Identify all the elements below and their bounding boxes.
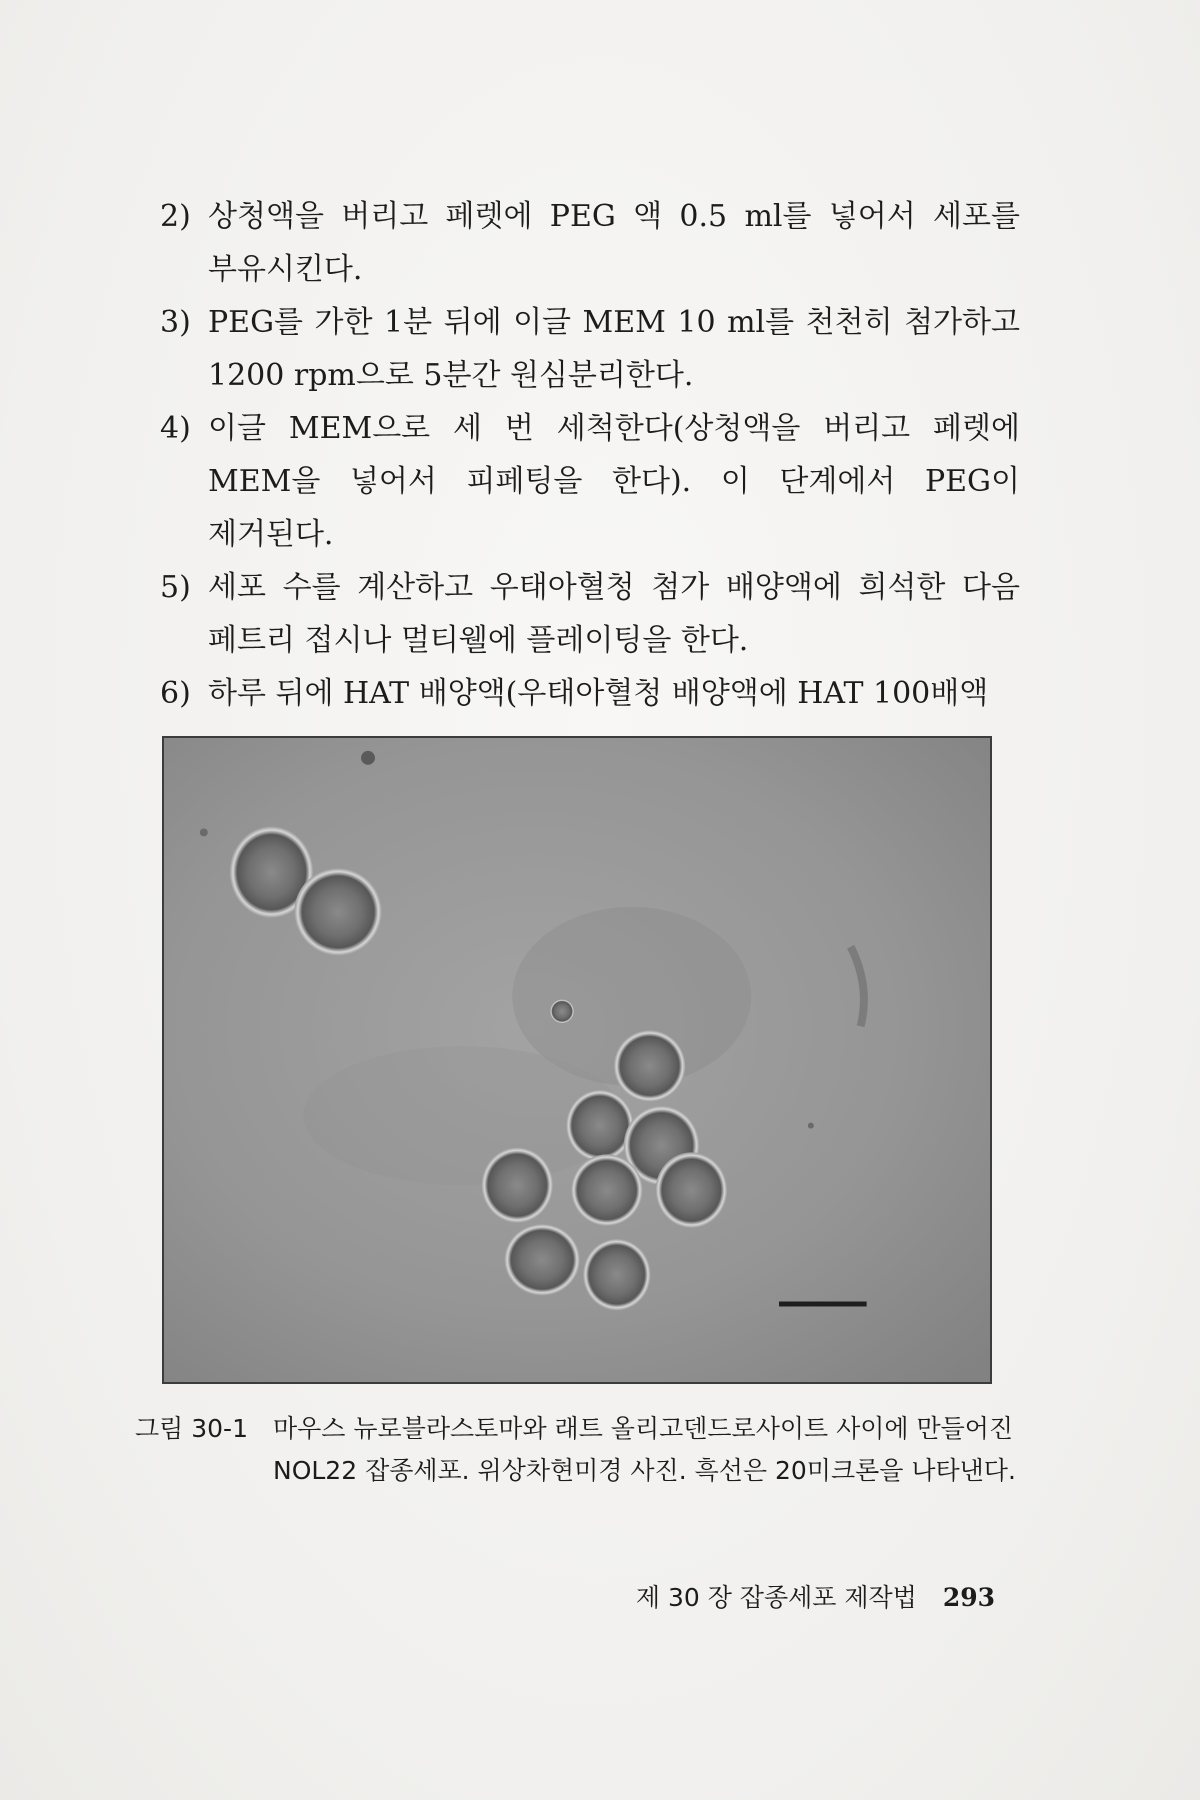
step-text: 세포 수를 계산하고 우태아혈청 첨가 배양액에 희석한 다음 페트리 접시나 멀티웰에 플레이팅을 한다.	[208, 570, 1020, 658]
step-number: 3)	[160, 305, 191, 340]
step-number: 6)	[160, 676, 191, 711]
step-number: 2)	[160, 199, 191, 234]
procedure-steps	[160, 190, 1020, 720]
page-number: 293	[942, 1583, 995, 1612]
caption-text: 마우스 뉴로블라스토마와 래트 올리고덴드로사이트 사이에 만들어진 NOL22 잡종세포. 위상차현미경 사진. 흑선은 20미크론을 나타낸다.	[273, 1414, 1016, 1485]
step-text: PEG를 가한 1분 뒤에 이글 MEM 10 ml를 천천히 첨가하고 1200 rpm으로 5분간 원심분리한다.	[208, 305, 1020, 393]
step-4	[160, 402, 1020, 561]
step-2	[160, 190, 1020, 296]
scale-bar	[779, 1302, 867, 1307]
step-5	[160, 561, 1020, 667]
step-3	[160, 296, 1020, 402]
step-number: 4)	[160, 411, 191, 446]
chapter-title: 제 30 장 잡종세포 제작법	[635, 1583, 917, 1612]
figure-caption	[135, 1408, 1025, 1492]
figure-label: 그림 30-1	[135, 1414, 248, 1443]
step-text: 상청액을 버리고 페렛에 PEG 액 0.5 ml를 넣어서 세포를 부유시킨다.	[208, 199, 1020, 287]
step-6	[160, 667, 1020, 720]
step-number: 5)	[160, 570, 191, 605]
page-footer	[636, 1578, 995, 1614]
step-text: 하루 뒤에 HAT 배양액(우태아혈청 배양액에 HAT 100배액	[208, 676, 989, 711]
micrograph-image	[164, 738, 990, 1382]
step-text: 이글 MEM으로 세 번 세척한다(상청액을 버리고 페렛에 MEM을 넣어서 피페팅을 한다). 이 단계에서 PEG이 제거된다.	[208, 411, 1020, 552]
micrograph-figure	[162, 736, 992, 1384]
